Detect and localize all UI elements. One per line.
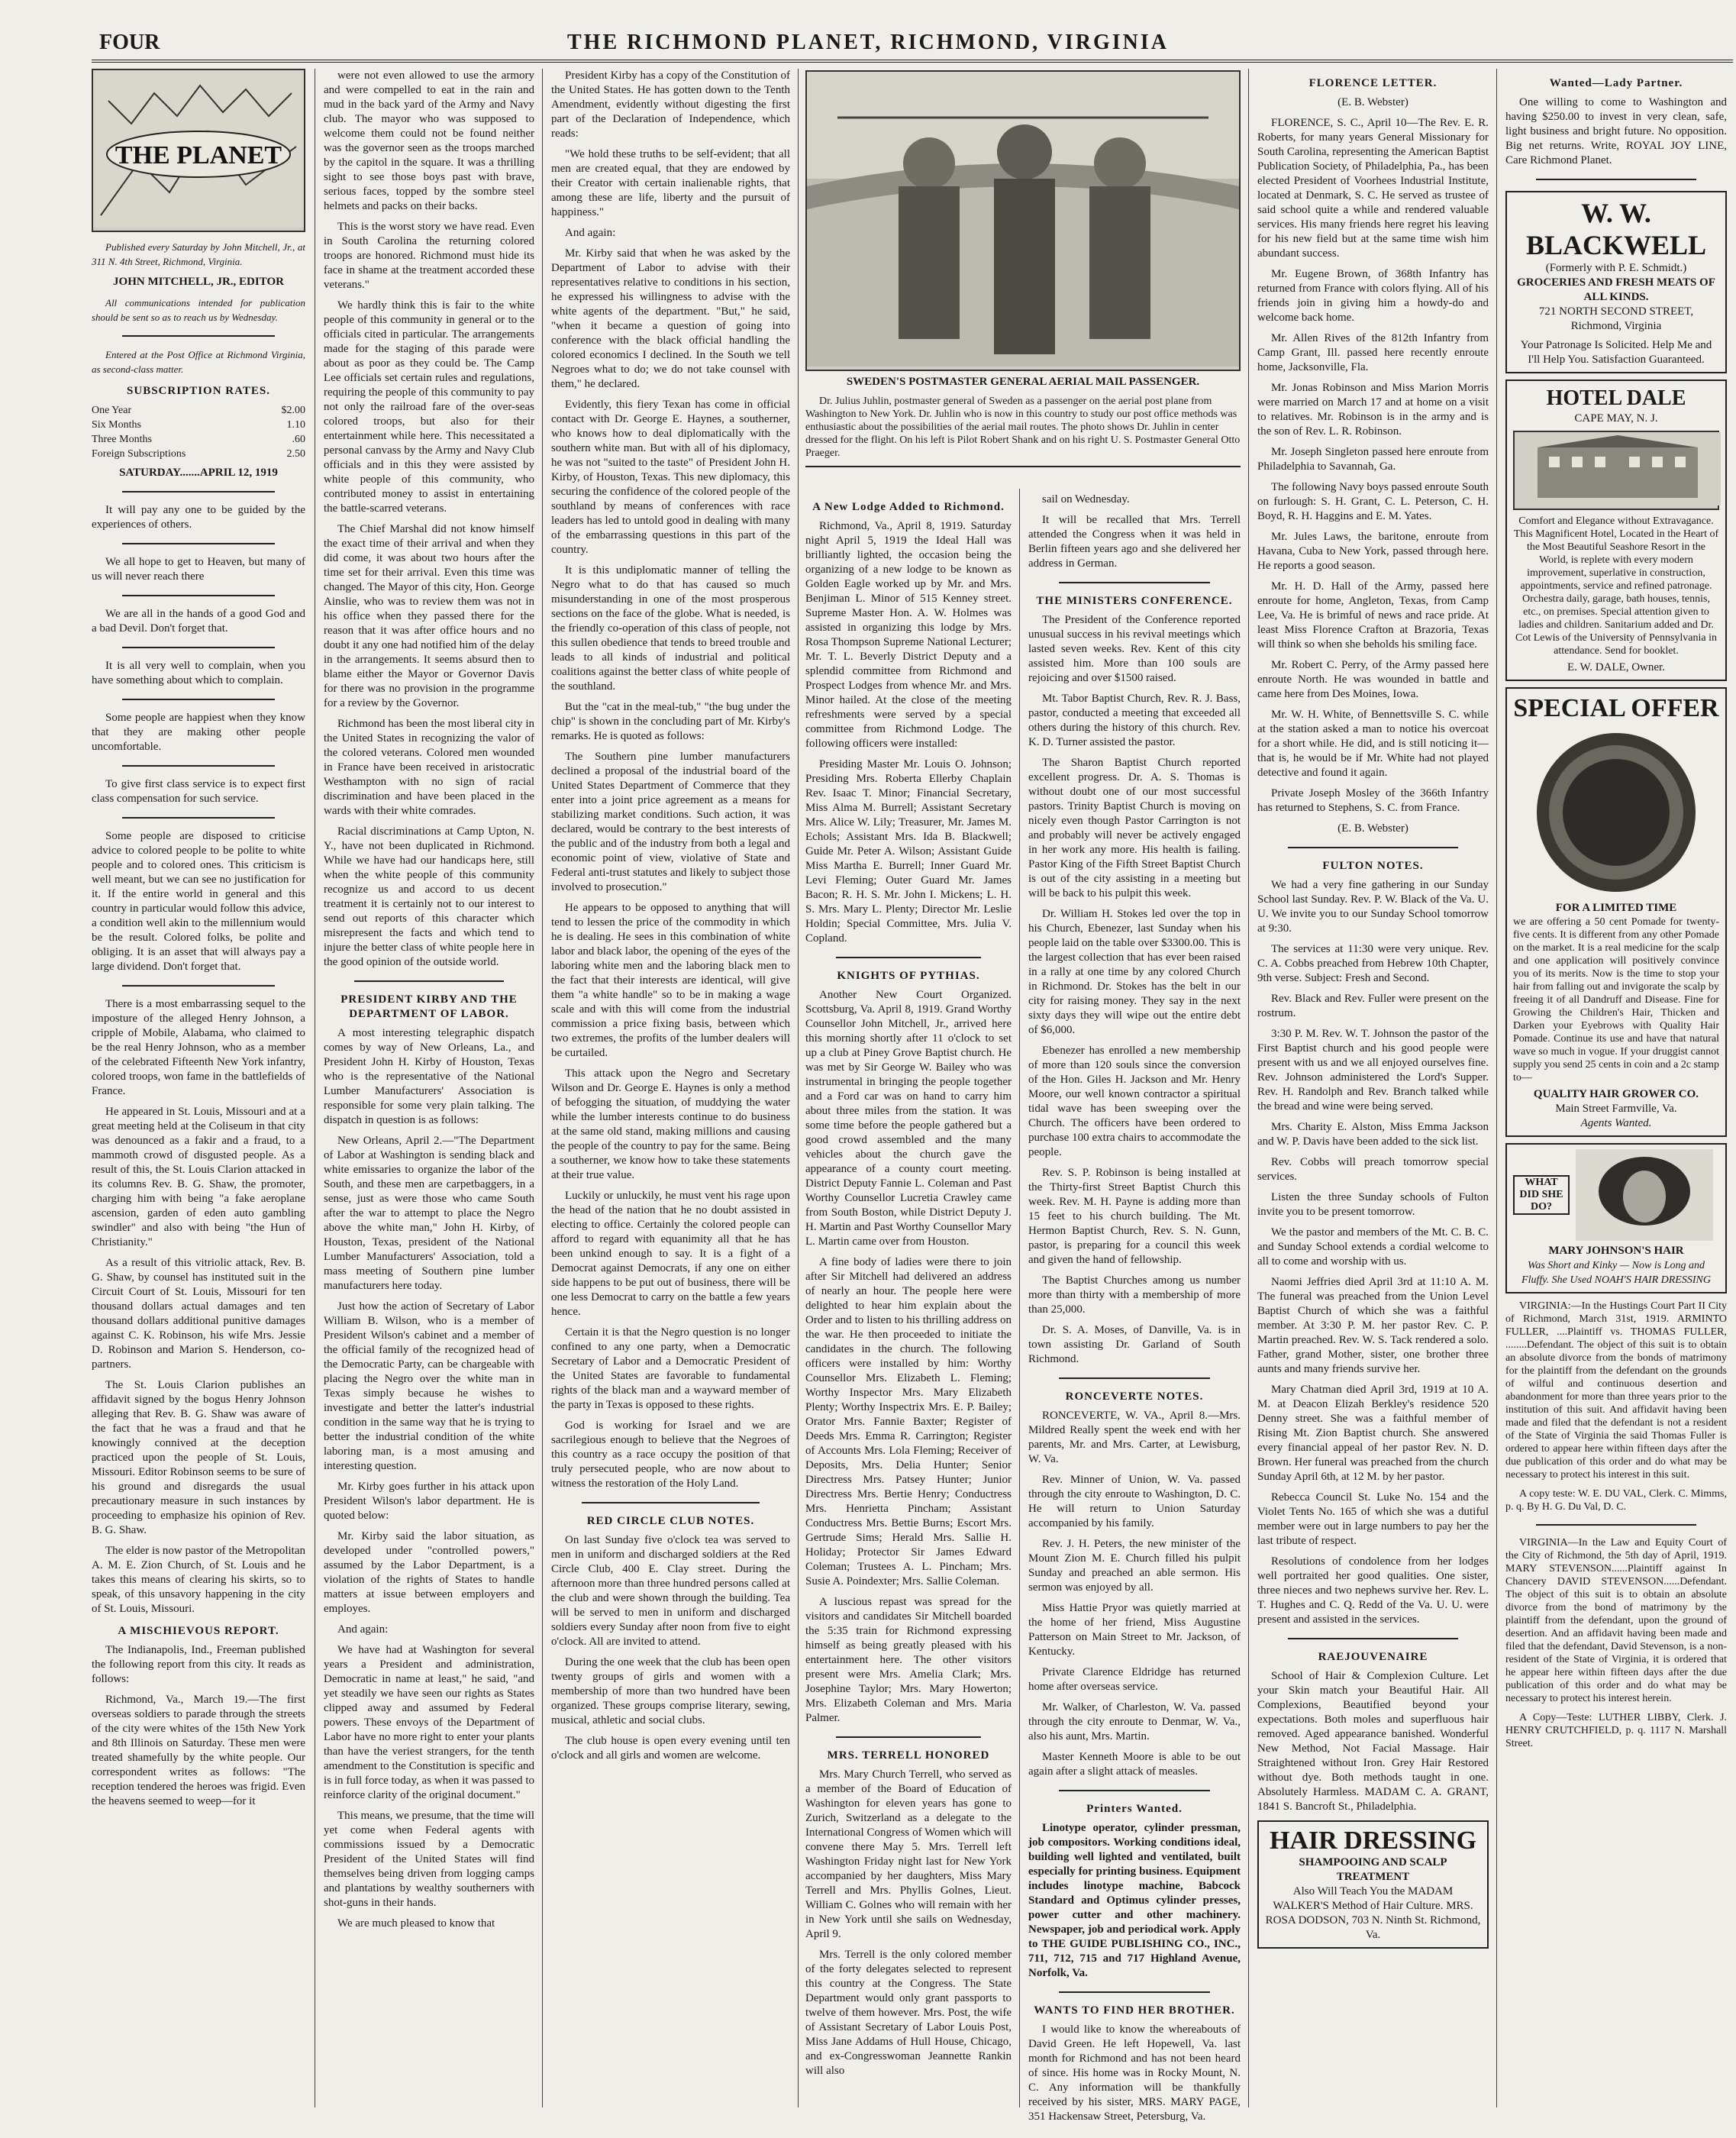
column-5 [1028,493,1241,2123]
column-rule [1019,489,1020,2107]
column-7 [1505,69,1727,2107]
divider [836,1736,981,1738]
article-paragraph: The Sharon Baptist Church reported excellent progress. Dr. A. S. Thomas is without doubt one of our most successful pastors. Trinity Baptist Church is moving on nicely even though Pastor Carrington is not and probably will never be actively engaged in her work any more. His health is failing. Pastor King of the Fifth Street Baptist Church is out of the city assisting in a meeting but will be back to his pulpit this week. [1028,757,1241,899]
article-paragraph: A luscious repast was spread for the visitors and candidates Sir Mitchell boarded the 5:35 train for Richmond expressing himself as being greatly pleased with his entertainment here. The other visitors present were Mrs. Amelia Clark; Mrs. Josephine Taylor; Mrs. Mary Howerton; Mrs. Elizabeth Coleman and Mrs. Maria Palmer. [805,1596,1012,1724]
header-rule [92,60,1733,63]
ad-text: I would like to know the whereabouts of David Green. He left Hopewell, Va. last month for Richmond and has not been heard of since. His home was in Rocky Mount, N. C. Any information will be thankfully received by his sister, MRS. MARY PAGE, 351 Hackensaw Street, Petersburg, Va. [1028,2023,1241,2123]
article-paragraph: RONCEVERTE, W. VA., April 8.—Mrs. Mildred Really spent the week end with her parents, Mr. and Mrs. Carter, at Lewisburg, W. Va. [1028,1410,1241,1465]
divider [122,699,275,700]
mary-johnson-ad: WHAT DID SHE DO? MARY JOHNSON'S HAIR Was Short and Kinky — Now is Long and Fluffy. She Used NOAH'S HAIR DRESSING [1505,1143,1727,1293]
editorial-paragraph: Some people are disposed to criticise advice to colored people to be polite to white people and to colored ones. This criticism is well meant, but we can see no justification for it. If the entire world in general and this country in particular would follow this advice, a condition well akin to the millennium would be the result. Colored folks, be polite and obliging. It is an asset that will always pay a large dividend. Don't forget that. [92,830,305,973]
article-paragraph: Mr. Eugene Brown, of 368th Infantry has returned from France with colors flying. All of his friends join in giving him a howdy-do and welcome back home. [1257,268,1489,324]
byline: (E. B. Webster) [1337,822,1408,835]
article-paragraph: But the "cat in the meal-tub," "the bug under the chip" is shown in the concluding part of Mr. Kirby's remarks. He is quoted as follows: [551,701,790,742]
legal-signature: A Copy—Teste: LUTHER LIBBY, Clerk. J. HENRY CRUTCHFIELD, p. q. 1117 N. Marshall Street. [1505,1712,1727,1749]
divider [1536,1524,1696,1526]
article-paragraph: Certain it is that the Negro question is no longer confined to any one party, when a Democratic Secretary of Labor and a Democratic President of the United States are favorable to fundamental rights of the black man and a wayward member of the party in Texas is opposed to these rights. [551,1326,790,1411]
photo-block [805,70,1241,483]
column-4 [805,493,1012,2107]
ad-headline: Printers Wanted. [1086,1803,1183,1815]
publication-info: Published every Saturday by John Mitchell, Jr., at 311 N. 4th Street, Richmond, Virginia. [92,241,305,267]
divider [1059,1377,1210,1379]
aviation-photo [805,70,1241,371]
divider [122,817,275,819]
article-paragraph: FLORENCE, S. C., April 10—The Rev. E. R. Roberts, for many years General Missionary for South Carolina, representing the American Baptist Publication Society, of Philadelphia, Pa., has been elected President of Voorhees Industrial Institute, located at Denmark, S. C. He served as trustee of said school quite a while and rendered valuable services. His many friends here regret his leaving for his new field but at the same time wish him abundant success. [1257,117,1489,260]
article-paragraph: Master Kenneth Moore is able to be out again after a slight attack of measles. [1028,1751,1241,1778]
divider [122,543,275,544]
article-paragraph: Private Clarence Eldridge has returned home after overseas service. [1028,1666,1241,1693]
divider [582,1502,760,1503]
article-paragraph: The Southern pine lumber manufacturers declined a proposal of the industrial board of the United States Department of Commerce that they enter into a joint price agreement as a means for stabilizing market conditions. Such action, it was declared, would be contrary to the best interests of the public and of the industry from both a legal and economic point of view, violative of State and Federal anti-trust statutes and likely to subject those involved to prosecution." [551,751,790,893]
article-paragraph: Mr. Jules Laws, the baritone, enroute from Havana, Cuba to New York, passed through here. He reports a good season. [1257,531,1489,572]
legal-signature: A copy teste: W. E. DU VAL, Clerk. C. Mimms, p. q. By H. G. Du Val, D. C. [1505,1488,1727,1513]
article-paragraph: were not even allowed to use the armory and were compelled to eat in the rain and mud in the back yard of the Army and Navy club. The mayor who was supposed to welcome them could not be found neither was the governor seen as the troops marched by the capitol in the square. It was a thrilling sight to see those boys past with brave, serious faces, topped by the sombre steel helmets and packs on their backs. [324,69,534,212]
article-paragraph: Listen the three Sunday schools of Fulton invite you to be present tomorrow. [1257,1191,1489,1218]
hair-dressing-ad [1257,1820,1489,1949]
article-paragraph: Rev. S. P. Robinson is being installed at the Thirty-first Street Baptist Church this week. Rev. M. H. Payne is adding more than 15 feet to his church building. The Mt. Hermon Baptist Church, Rev. S. N. Gunn, pastor, is preparing for a council this week and given the hand of fellowship. [1028,1167,1241,1266]
photo-description: Dr. Julius Juhlin, postmaster general of Sweden as a passenger on the aerial post plane from Washington to New York. Dr. Juhlin who is now in this country to study our post office methods was enthusiastic about the possibilities of the aerial mail routes. The photo shows Dr. Juhlin in center dressed for the flight. On his left is Pilot Robert Shank and on his right U. S. Postmaster General Otto Praeger. [805,396,1241,459]
article-paragraph: This is the worst story we have read. Even in South Carolina the returning colored troops are honored. Richmond must hide its face in shame at the treatment accorded these veterans." [324,221,534,291]
article-headline: PRESIDENT KIRBY AND THE DEPARTMENT OF LABOR. [340,993,518,1020]
article-paragraph: Mr. Walker, of Charleston, W. Va. passed through the city enroute to Denmar, W. Va., also his aunt, Mrs. Martin. [1028,1701,1241,1742]
article-paragraph: sail on Wednesday. [1042,493,1130,505]
ad-headline: W. W. BLACKWELL [1525,198,1707,260]
article-paragraph: During the one week that the club has been open twenty groups of girls and women with a membership of more than two hundred have been organized. These groups comprise literary, sewing, musical, athletic and social clubs. [551,1656,790,1726]
column-1 [92,69,305,2107]
article-paragraph: The following Navy boys passed enroute South on furlough: S. H. Grant, C. L. Peterson, C. H. Boyd, R. H. Haggins and E. M. Yates. [1257,481,1489,522]
editorial-paragraph: It is all very well to complain, when you have something about which to complain. [92,660,305,686]
article-paragraph: Rev. Cobbs will preach tomorrow special services. [1257,1156,1489,1183]
article-paragraph: Mr. Jonas Robinson and Miss Marion Morris were married on March 17 and at home on a visit to relatives. Mr. Robinson is in the army and is the son of Rev. L. R. Robinson. [1257,382,1489,438]
divider [122,335,275,337]
column-2 [324,69,534,2107]
editorial-paragraph: We all hope to get to Heaven, but many of us will never reach there [92,556,305,583]
article-headline: A New Lodge Added to Richmond. [812,501,1005,513]
issue-date: SATURDAY.......APRIL 12, 1919 [119,467,278,479]
article-paragraph: Richmond, Va., April 8, 1919. Saturday night April 5, 1919 the Ideal Hall was brilliantly lighted, the occasion being the organizing of a new lodge to be known as Golden Eagle worked up by Mr. and Mrs. Benjiman L. Minor of 515 Kenney street. Supreme Master Hon. A. W. Holmes was assisted in organizing this lodge by Mrs. Rosa Thompson Supreme National Lecturer; Mr. T. L. Beverly District Deputy and a splendid committee from Richmond and Prospect Lodges from whence Mr. and Mrs. Minor hailed. At the close of the meeting refreshments were served by a special committee from Richmond Lodge. The following officers were installed: [805,520,1012,750]
communications-note: All communications intended for publication should be sent so as to reach us by Wednesday. [92,297,305,323]
ad-headline: RAEJOUVENAIRE [1318,1651,1428,1663]
article-paragraph: A fine body of ladies were there to join after Sir Mitchell had delivered an address of nearly an hour. The people here were delighted to hear him explain about the Order and to listen to his thrilling address on the war. He then proceeded to initiate the candidates in the church. The following officers were installed by him: Worthy Counsellor Mrs. Elizabeth L. Fleming; Worthy Inspector Mrs. Mary Elizabeth Plenty; Worthy Inspectrix Mrs. E. P. Bailey; Orator Mrs. Fannie Baxter; Register of Deeds Mrs. Emma R. Carrington; Register of Accounts Mrs. Lola Fleming; Receiver of Deposits, Mrs. Delia Hunter; Senior Directress Mrs. Patsey Hunter; Junior Directress Mrs. Bertie Henry; Conductress Mrs. Henrietta Pincham; Assistant Conductress Mrs. Bettie Burns; Escort Mrs. Gertrude Sims; Herald Mrs. Sallie H. Holiday; Protector Sir James Edward Coleman; Trustees A. L. Pincham; Mrs. Susie A. Poindexter; Mrs. Sallie Coleman. [805,1256,1012,1587]
divider [1536,179,1696,180]
article-paragraph: We hardly think this is fair to the white people of this community in general or to the officials cited in particular. The arrangements made for the staging of this parade were about as poor as they could be. The Camp Lee officials set certain rules and regulations, requiring the people of this community to pay not only the railroad fare of the over-seas colored troops, but also for their entertainment while here. This necessitated a personal canvass by the Army and Navy Club officials and in this they were assisted by white people of this community, who contributed money to assist in entertaining the battle-scarred veterans. [324,299,534,515]
article-paragraph: Miss Hattie Pryor was quietly married at the home of her friend, Miss Augustine Patterson on Main Street to Mr. Jackson, of Kentucky. [1028,1602,1241,1658]
article-paragraph: Mary Chatman died April 3rd, 1919 at 10 A. M. at Deacon Elizah Berkley's residence 520 Denny street. She was a faithful member of Rising Mt. Zion Baptist church. She answered every financial appeal of her pastor Rev. N. D. Brown. Her funeral was preached from the church Sunday April 6th, at 12 M. by her pastor. [1257,1384,1489,1483]
divider [836,957,981,958]
article-paragraph: The Chief Marshal did not know himself the exact time of their arrival and when they did come, it was about two hours after the time set for their arrival. Even this time was changed. The Mayor of this city, Hon. George Ainslie, who was to review them was not in his office when they passed there for the reason that it was after office hours and no doubt it any one had notified him of the delay in the arrangements. It seems absurd then to blame either the Mayor or Governor Davis for there was no provision in the programme for a review by the Governor. [324,523,534,709]
editorial-paragraph: Some people are happiest when they know that they are making other people uncomfortable. [92,712,305,753]
editorial-paragraph: We are all in the hands of a good God and a bad Devil. Don't forget that. [92,608,305,635]
divider [354,980,504,982]
article-paragraph: A most interesting telegraphic dispatch comes by way of New Orleans, La., and President John H. Kirby of Houston, Texas who is the representative of the National Lumber Manufacturers' Association is responsible for some very plain talking. The dispatch in question is as follows: [324,1027,534,1126]
article-paragraph: Dr. S. A. Moses, of Danville, Va. is in town assisting Dr. Garland of South Richmond. [1028,1324,1241,1365]
portrait-illustration [1576,1149,1713,1241]
article-paragraph: Mr. Allen Rives of the 812th Infantry from Camp Grant, Ill. passed here recently enroute home, Jacksonville, Fla. [1257,332,1489,373]
article-headline: RONCEVERTE NOTES. [1065,1390,1204,1403]
ad-headline: SPECIAL OFFER [1513,694,1719,722]
photo-caption: SWEDEN'S POSTMASTER GENERAL AERIAL MAIL PASSENGER. [846,376,1200,388]
article-paragraph: Rev. Minner of Union, W. Va. passed through the city enroute to Washington, D. C. He will return to Union Saturday accompanied by his family. [1028,1474,1241,1529]
article-paragraph: President Kirby has a copy of the Constitution of the United States. He has gotten down to the Tenth Amendment, evidently without digesting the first part of the Declaration of Independence, which reads: [551,69,790,140]
column-rule [542,69,543,2107]
article-paragraph: And again: [337,1623,389,1636]
article-paragraph: On last Sunday five o'clock tea was served to men in uniform and discharged soldiers at the Red Circle Club, 400 E. Clay street. During the afternoon more than three hundred persons called at the club and were shown through the building. Tea will be served to men in uniform and discharged soldiers every Sunday after noon from five to eight o'clock. All are invited to attend. [551,1534,790,1648]
article-paragraph: The services at 11:30 were very unique. Rev. C. A. Cobbs preached from Hebrew 10th Chapter, 9th verse. Subject: Fresh and Second. [1257,943,1489,984]
article-paragraph: Dr. William H. Stokes led over the top in his Church, Ebenezer, last Sunday when his people laid on the table over $3300.00. This is the largest collection that has ever been raised in a rally at one time by any colored Church in Richmond. Dr. Stokes has the belt in our city for raising money. They say in the next sixty days they will wipe out the entire debt of $6,000. [1028,908,1241,1036]
hotel-illustration [1513,431,1719,510]
divider [1059,1991,1210,1993]
ad-text: School of Hair & Complexion Culture. Let your Skin match your Beautiful Hair. All Complexions, Beautified beyond your expectations. Both moles and superfluous hair removed. Aged appearance banished. Wonderful New Method, Not Facial Massage. Hair Straightened without Iron. Grey Hair Restored without dye. Both methods taught in one. Absolutely Harmless. MADAM C. A. GRANT, 1841 S. Bancroft St., Philadelphia. [1257,1670,1489,1813]
article-paragraph: Luckily or unluckily, he must vent his rage upon the head of the nation that he no doubt assisted in electing to office. Certainly the colored people can afford to regard with equanimity all that he has been unkind enough to say. It is a fight of a Democrat against Democrats, if any one on either side happens to be put out of business, there will be one less Democrat to carry on the battle a few years hence. [551,1190,790,1318]
article-headline: THE MINISTERS CONFERENCE. [1036,595,1233,607]
article-paragraph: We have had at Washington for several years a President and administration, Democratic in name at least," he said, "and yet steadily we have seen our rights as States clipped away and assumed by Federal powers. These envoys of the Department of Labor have no more right to enter your plants than have the veriest strangers, for the tenth amendment to the Constitution is specific and is in full force today, as when it was passed to reinforce clarity of the original document." [324,1644,534,1801]
article-paragraph: Richmond has been the most liberal city in the United States in recognizing the valor of the colored veterans. Colored men wounded in France have been received in aristocratic Westhampton with no sign of racial discrimination and have been placed in the wards with their white comrades. [324,718,534,817]
entered-note: Entered at the Post Office at Richmond Virginia, as second-class matter. [92,349,305,375]
article-paragraph: Mrs. Terrell is the only colored member of the forty delegates selected to represent this country at the Congress. The State Department would only grant passports to twelve of them however. Mrs. Post, the wife of Assistant Secretary of Labor Louis Post, Miss Jane Addams of Hull House, Chicago, and ex-Congresswoman Jeannette Rankin will also [805,1949,1012,2077]
editorial-paragraph: The elder is now pastor of the Metropolitan A. M. E. Zion Church, of St. Louis and he takes this means of clearing his skirts, so to speak, of this unsavory happening in the city of St. Louis, Missouri. [92,1545,305,1615]
ad-text: One willing to come to Washington and having $250.00 to invest in very clean, safe, light business and bright future. No opposition. Big net returns. Write, ROYAL JOY LINE, Care Richmond Planet. [1505,96,1727,166]
divider [122,595,275,596]
ad-headline: Wanted—Lady Partner. [1549,77,1683,89]
article-paragraph: New Orleans, April 2.—"The Department of Labor at Washington is sending black and white emissaries to organize the labor of the South, and these men are carpetbaggers, in a sense, just as were those who came South after the war to attempt to place the Negro above the white man," John H. Kirby, of Houston, Texas, president of the National Lumber Manufacturers' Association, told a mass meeting of Southern pine lumber manufacturers here today. [324,1135,534,1292]
ad-headline: HOTEL DALE [1546,386,1686,410]
special-offer-ad: SPECIAL OFFER FOR A LIMITED TIME we are offering a 50 cent Pomade for twenty-five cents. It is different from any other Pomade on the market. It is a real medicine for the scalp and one application will positively convince you of its merits. Now is the time to stop your hair from falling out and invigorate the scalp by freeing it of all Dandruff and Disease. Fine for Growing the Children's Hair, Thicken and Darken your Eyebrows with Quality Hair Pomade. Continue its use and have that natural wave so much in vogue. If your druggist cannot supply you send 25 cents in coin and a 2c stamp to— QUALITY HAIR GROWER CO. Main Street Farmville, Va. Agents Wanted. [1505,687,1727,1137]
pomade-tin-icon [1513,728,1719,896]
article-paragraph: Racial discriminations at Camp Upton, N. Y., have not been duplicated in Richmond. While we have had our handicaps here, still when the white people of this community recognize us and accord to us decent treatment it is certainly not to our interest to send out reports of this character which misrepresent the facts and which tend to injure the better class of white people here in the good opinion of the outside world. [324,825,534,968]
article-paragraph: Richmond, Va., March 19.—The first overseas soldiers to parade through the streets of the city were whites of the 15th New York and 8th Illinois on Saturday. These men were treated shamefully by the white people. Our correspondent writes as follows: "The reception tendered the heroes was frigid. Even the heavens seemed to weep—for it [92,1694,305,1807]
article-headline: MRS. TERRELL HONORED [827,1749,990,1762]
article-paragraph: Mr. Kirby goes further in his attack upon President Wilson's labor department. He is quoted below: [324,1481,534,1522]
article-paragraph: He appears to be opposed to anything that will tend to lessen the price of the commodity in which he is dealing. He sees in this combination of white labor and black labor, the opening of the eyes of the laboring white men and the laboring black men to the fact that their interests are identical, will give them "a white handle" so to be in making a wage scale and with this will come from the industrial commission a price fixing basis, between which two extremes, the profits of the lumber dealers will be curtailed. [551,902,790,1059]
article-paragraph: Mr. W. H. White, of Bennettsville S. C. while at the station asked a man to notice his overcoat for a short while. He did, and is still noticing it—that is, he would be if Mr. White had not played detective and found it again. [1257,709,1489,779]
article-paragraph: Mrs. Mary Church Terrell, who served as a member of the Board of Education of Washington for eleven years has gone to Zurich, Switzerland as a delegate to the International Congress of Women which will convene there May 5. Mrs. Terrell left Washington Friday night last for New York accompanied by her daughters, Miss Mary Terrell and Mrs. Phyllis Golnes, Lieut. William C. Golnes who will remain with her in New York until she sails on Wednesday, April 9. [805,1768,1012,1940]
article-paragraph: It will be recalled that Mrs. Terrell attended the Congress when it was held in Berlin fifteen years ago and she delivered her address in German. [1028,514,1241,570]
article-paragraph: Mr. Kirby said the labor situation, as developed under "controlled powers," assumed by the Labor Department, is a violation of the rights of States to handle matters at issue between employers and employes. [324,1530,534,1615]
editorial-paragraph: To give first class service is to expect first class compensation for such service. [92,778,305,805]
article-paragraph: We the pastor and members of the Mt. C. B. C. and Sunday School extends a cordial welcome to all to come and worship with us. [1257,1226,1489,1268]
article-paragraph: This attack upon the Negro and Secretary Wilson and Dr. George E. Haynes is only a method of befogging the situation, of muddying the water while the lumber interests continue to do business at the same old stand, making millions and causing the people of the country to pay for the same. Being a southerner, we know how to take these statements at their true value. [551,1067,790,1181]
column-rule [1496,69,1497,2107]
byline: (E. B. Webster) [1337,96,1408,108]
article-paragraph: Resolutions of condolence from her lodges well portraited her good qualities. One sister, three nieces and two nephews survive her. Rev. L. T. Hughes and C. Q. Redd of the Va. U. U. were present and assisted in the services. [1257,1555,1489,1626]
ad-subhead: SHAMPOOING AND SCALP TREATMENT [1299,1856,1447,1883]
article-paragraph: Ebenezer has enrolled a new membership of more than 120 souls since the conversion of the Hon. Giles H. Jackson and Mr. Henry Moore, our well known contractor a spiritual tidal wave has been sweeping over the Church. The officers have been ordered to purchase 100 extra chairs to accommodate the people. [1028,1045,1241,1158]
ad-headline: HAIR DRESSING [1269,1826,1477,1855]
article-paragraph: The President of the Conference reported unusual success in his revival meetings which lasted seven weeks. Rev. Kent of this city assisted him. More than 100 souls are rejoicing and over $1500 raised. [1028,614,1241,684]
blackwell-ad: W. W. BLACKWELL (Formerly with P. E. Schmidt.) GROCERIES AND FRESH MEATS OF ALL KINDS. 721 NORTH SECOND STREET, Richmond, Virginia Your Patronage Is Solicited. Help Me and I'll Help You. Satisfaction Guaranteed. [1505,191,1727,373]
article-headline: RED CIRCLE CLUB NOTES. [586,1515,755,1527]
article-paragraph: Mr. Robert C. Perry, of the Army passed here enroute North. He was wounded in battle and came here from Des Moines, Iowa. [1257,659,1489,700]
article-headline: KNIGHTS OF PYTHIAS. [837,970,980,982]
divider [122,985,275,987]
article-headline: FULTON NOTES. [1322,860,1424,872]
divider [1059,1790,1210,1791]
article-paragraph: 3:30 P. M. Rev. W. T. Johnson the pastor of the First Baptist church and his good people were present with us and we all enjoyed ourselves fine. Rev. Johnson administered the Lord's Supper. Rev. H. Randolph and Rev. Branch talked while the bread and wine were being served. [1257,1028,1489,1113]
svg-text:THE PLANET: THE PLANET [115,141,282,170]
divider [1288,1638,1458,1639]
article-paragraph: Mr. H. D. Hall of the Army, passed here enroute for home, Angleton, Texas, from Camp Lee, Va. He is brimful of news and race pride. At least Miss Florence Crafton at Brazoria, Texas will think so when she beholds his smiling face. [1257,580,1489,651]
article-paragraph: Mrs. Charity E. Alston, Miss Emma Jackson and W. P. Davis have been added to the sick list. [1257,1121,1489,1148]
article-headline: FLORENCE LETTER. [1308,77,1438,89]
article-paragraph: The club house is open every evening until ten o'clock and all girls and women are welcome. [551,1735,790,1762]
ad-headline: WANTS TO FIND HER BROTHER. [1034,2004,1235,2017]
column-6 [1257,69,1489,2107]
article-headline: A MISCHIEVOUS REPORT. [118,1625,279,1637]
editorial-paragraph: The St. Louis Clarion publishes an affidavit signed by the bogus Henry Johnson alleging that Rev. B. G. Shaw was aware of the fact that he was a fraud and that he knowingly connived at the deception practiced upon the people of St. Louis, Missouri. Editor Robinson seems to be sure of his ground and disregards the usual precautionary measure in such instances by proceeding to emphasize his opinion of Rev. B. G. Shaw. [92,1379,305,1536]
column-rule [798,69,799,2107]
article-paragraph: Rev. Black and Rev. Fuller were present on the rostrum. [1257,993,1489,1019]
editorial-paragraph: There is a most embarrassing sequel to the imposture of the alleged Henry Johnson, a cripple of Mobile, Alabama, who claimed to be the real Henry Johnson, who as a member of the celebrated Fifteenth New York infantry, colored troops, won fame in the battlefields of France. [92,998,305,1097]
article-paragraph: Mr. Joseph Singleton passed here enroute from Philadelphia to Savannah, Ga. [1257,446,1489,473]
page-number: FOUR [99,31,160,54]
article-paragraph: Evidently, this fiery Texan has come in official contact with Dr. George E. Haynes, a southerner, who knows how to deal diplomatically with the southern white man. But with all of his diplomacy, he was not "suited to the taste" of President John H. Kirby, of Houston, Texas. This new diplomacy, this securing the confidence of the colored people of the southland by means of conferences with race leaders has led to untold good in dealing with many of the embarrassing questions in this part of the country. [551,399,790,556]
article-paragraph: The Indianapolis, Ind., Freeman published the following report from this city. It reads as follows: [92,1644,305,1685]
article-paragraph: Naomi Jeffries died April 3rd at 11:10 A. M. The funeral was preached from the Union Level Baptist Church of which she was a faithful member. At 3:30 P. M. her pastor Rev. C. P. Martin preached. Rev. W. S. Tack rendered a solo. Father, grand Mother, sister, one brother three aunts and many friends survive her. [1257,1276,1489,1375]
editor-line: JOHN MITCHELL, JR., EDITOR [113,276,284,288]
column-rule [1248,69,1249,2107]
planet-logo [92,69,305,232]
editorial-paragraph: As a result of this vitriolic attack, Rev. B. G. Shaw, by counsel has instituted suit in the Circuit Court of St. Louis, Missouri for ten thousand dollars actual damages and ten thousand dollars additional punitive damages against C. K. Robinson, his wife Mrs. Jessie D. Robinson and Marion S. Henderson, co-partners. [92,1257,305,1371]
subscription-title: SUBSCRIPTION RATES. [127,385,270,397]
article-paragraph: God is working for Israel and we are sacrilegious enough to believe that the Negroes of this country as a race occupy the position of that truly persecuted people, who are now about to witness the restoration of the Holy Land. [551,1419,790,1490]
article-paragraph: Private Joseph Mosley of the 366th Infantry has returned to Stephens, S. C. from France. [1257,787,1489,814]
article-paragraph: This means, we presume, that the time will yet come when Federal agents with commissions issued by a Democratic President of the United States will find themselves being driven from logging camps and plantations by wealthy southerners with shot-guns in their hands. [324,1810,534,1909]
article-paragraph: Just how the action of Secretary of Labor William B. Wilson, who is a member of President Wilson's cabinet and a member of the official family of the recognized head of the Democratic Party, can be chargeable with placing the Negro over the white man in Texas simply because he wishes to investigate and better the latter's industrial condition in the same way that he is trying to better the industrial condition of the white laboring man, is a most amusing and interesting question. [324,1300,534,1472]
divider [122,765,275,767]
ad-text: Linotype operator, cylinder pressman, job compositors. Working conditions ideal, building well lighted and ventilated, built especially for printing business. Equipment includes linotype machine, Babcock Standard and Optimus cylinder presses, power cutter and other machinery. Newspaper, job and periodical work. Apply to THE GUIDE PUBLISHING CO., INC., 711, 712, 715 and 717 Highland Avenue, Norfolk, Va. [1028,1822,1241,1979]
divider [805,466,1241,467]
article-paragraph: It is this undiplomatic manner of telling the Negro what to do that has caused so much misunderstanding in one of the most prosperous sections on the face of the globe. What is needed, is the friendly co-operation of this class of people, not this sullen obedience that tends to breed trouble and leads to all kinds of industrial and political coalitions against the better class of white people of the southland. [551,564,790,693]
article-paragraph: We are much pleased to know that [337,1917,495,1930]
subscription-table: One Year $2.00 Six Months 1.10 Three Months .60 Foreign Subscriptions 2.50 [92,405,305,460]
legal-notice: VIRGINIA—In the Law and Equity Court of the City of Richmond, the 5th day of April, 1919. MARY STEVENSON......Plaintiff against In Chancery DAVID STEVENSON......Defendant. The object of this suit is to obtain an absolute divorce from the bond of matrimony by the plaintiff from the defendant, upon the ground of desertion. And an affidavit having been made and filed that the defendant, David Stevenson, is a non-resident of the State of Virginia, it is ordered that he appear here within fifteen days after the due publication of this order and do what may be necessary to protect his interest herein. [1505,1537,1727,1704]
editorial-paragraph: He appeared in St. Louis, Missouri and at a great meeting held at the Coliseum in that city was denounced as a fakir and a fraud, to a mammoth crowd of disgusted people. As a result of this, the St. Louis Clarion attacked in its columns Rev. B. G. Shaw, the promoter, charging him with being "a fake aeroplane ascension, garden of eden auto gambling swindler" and also with being "the Hun of Christianity." [92,1106,305,1248]
legal-notice: VIRGINIA:—In the Hustings Court Part II City of Richmond, March 31st, 1919. ARMINTO FULLER, ....Plaintiff vs. THOMAS FULLER, ........Defendant. The object of this suit is to obtain an absolute divorce from the bonds of matrimony for the plaintiff from the defendant on the grounds of wilful and continuous desertion and abandonment for more than three years prior to the institution of this suit. And affidavit having been made and filed that the defendant is not a resident of the State of Virginia the said Thomas Fuller is ordered to appear here within fifteen days after the due publication of this order and do what may be necessary to protect his interest in this suit. [1505,1300,1727,1481]
divider [122,647,275,648]
article-paragraph: Mr. Kirby said that when he was asked by the Department of Labor to advise with their representatives relative to conditions in his section, he expressed his willingness to advise with the white agents of the department. "But," he said, "when it became a question of going into conference with the black official handling the colored economics I declined. In the South we tell Negroes what to do; we do not take counsel with them," he declared. [551,247,790,390]
article-paragraph: Rev. J. H. Peters, the new minister of the Mount Zion M. E. Church filled his pulpit Sunday and preached an able sermon. His sermon was enjoyed by all. [1028,1538,1241,1594]
editorial-paragraph: It will pay any one to be guided by the experiences of others. [92,504,305,531]
article-paragraph: Mt. Tabor Baptist Church, Rev. R. J. Bass, pastor, conducted a meeting that exceeded all others during the history of this church. Rev. K. D. Turner assisted the pastor. [1028,693,1241,748]
ad-text: Also Will Teach You the MADAM WALKER'S Method of Hair Culture. MRS. ROSA DODSON, 703 N. Ninth St. Richmond, Va. [1265,1885,1481,1941]
article-paragraph: We had a very fine gathering in our Sunday School last Sunday. Rev. P. W. Black of the Va. U. U. We invite you to our Sunday School tomorrow at 9:30. [1257,879,1489,935]
masthead: THE RICHMOND PLANET, RICHMOND, VIRGINIA [566,31,1169,54]
hotel-dale-ad: HOTEL DALE CAPE MAY, N. J. Comfort and Elegance without Extravagance. This Magnificent Hotel, Located in the Heart of the Most Beautiful Seashore Resort in the World, is replete with every modern improvement, superlative in construction, appointments, service and refined patronage. Orchestra daily, garage, bath houses, tennis, etc., on premises. Special attention given to ladies and children. Sanitarium added and Dr. Cot Lewis of the University of Pennsylvania in attendance. Send for booklet. E. W. DALE, Owner. [1505,379,1727,681]
article-paragraph: Rebecca Council St. Luke No. 154 and the Violet Tents No. 165 of which she was a dutiful member were out in large numbers to pay her the last tribute of respect. [1257,1491,1489,1547]
article-paragraph: And again: [565,227,616,239]
divider [1059,582,1210,583]
column-3 [551,69,790,2107]
article-paragraph: "We hold these truths to be self-evident; that all men are created equal, that they are endowed by their Creator with certain inalienable rights, that among these are life, liberty and the pursuit of happiness." [551,148,790,218]
article-paragraph: The Baptist Churches among us number more than thirty with a membership of more than 25,000. [1028,1274,1241,1316]
article-paragraph: Another New Court Organized. Scottsburg, Va. April 8, 1919. Grand Worthy Counsellor John Mitchell, Jr., arrived here this morning shortly after 11 o'clock to set up a club at Piney Grove Baptist church. He was met by Sir George W. Bailey who was instrumental in bringing the people together and a Ford car was on hand to carry him about three miles from the station. It was some time before the people gathered but a good crowd assembled and the many vehicles about the church gave the appearance of a county court meeting. District Deputy Fannie L. Coleman and Past Worthy Counsellor Lucretia Crawley came from South Boston, while District Deputy J. H. Martin and Past Worthy Counsellor Mary L. Martin came over from Houston. [805,989,1012,1248]
divider [122,491,275,493]
article-paragraph: Presiding Master Mr. Louis O. Johnson; Presiding Mrs. Roberta Ellerby Chaplain Rev. Isaac T. Minor; Financial Secretary, Miss Alma M. Burrell; Assistant Secretary Mrs. Alice W. Lily; Treasurer, Mr. James M. Echols; Assistant Mrs. Ida B. Blackwell; Guide Mr. Peter A. Wilson; Assistant Guide Miss Martha E. Burrell; Inner Guard Mr. Levi Fleming; Outer Guard Mr. James Bacon; R. H. S. Mr. John I. Mickens; L. H. S. Mrs. Mary L. Plenty; Director Mr. Leslie Holdin; Special Committee, Mrs. Julia V. Copland. [805,758,1012,945]
divider [1288,847,1458,848]
